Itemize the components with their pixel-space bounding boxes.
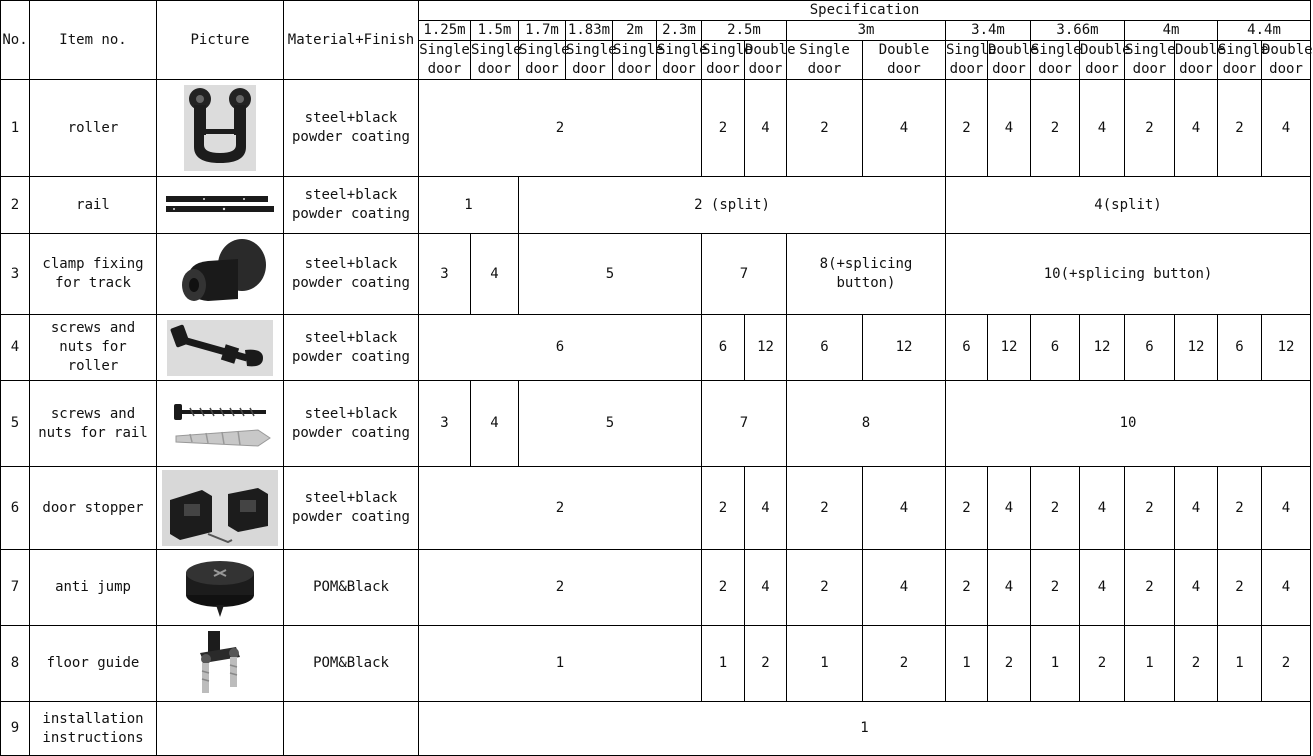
quantity-cell: 6	[419, 315, 702, 381]
quantity-cell: 1	[1218, 626, 1262, 702]
row-number: 5	[1, 381, 30, 467]
item-name: screws and nuts for rail	[30, 381, 157, 467]
picture-cell	[157, 80, 284, 177]
material-cell	[284, 702, 419, 756]
row-number: 6	[1, 467, 30, 550]
header-item-no: Item no.	[30, 1, 157, 80]
quantity-cell: 2	[419, 550, 702, 626]
door-type-header: Single door	[419, 41, 471, 80]
quantity-cell: 2	[419, 467, 702, 550]
quantity-cell: 4	[863, 550, 946, 626]
quantity-cell: 2	[1218, 467, 1262, 550]
quantity-cell: 2	[702, 550, 745, 626]
picture-cell	[157, 177, 284, 234]
quantity-cell: 4	[745, 80, 787, 177]
quantity-cell: 2	[1125, 80, 1175, 177]
clamp-icon	[168, 237, 272, 311]
quantity-cell: 4	[863, 80, 946, 177]
quantity-cell: 1	[787, 626, 863, 702]
header-no: No.	[1, 1, 30, 80]
quantity-cell: 12	[1262, 315, 1311, 381]
table-row	[1, 626, 1311, 702]
quantity-cell: 4	[471, 234, 519, 315]
quantity-cell: 1	[419, 702, 1311, 756]
door-type-header: Single door	[566, 41, 613, 80]
door-type-header: Single door	[657, 41, 702, 80]
quantity-cell: 2	[1031, 550, 1080, 626]
door-type-header: Single door	[946, 41, 988, 80]
material-cell: steel+black powder coating	[284, 315, 419, 381]
picture-cell	[157, 381, 284, 467]
quantity-cell: 2	[1031, 80, 1080, 177]
door-type-header: Single door	[1125, 41, 1175, 80]
floor-guide-icon	[192, 629, 248, 699]
quantity-cell: 2	[787, 80, 863, 177]
door-type-header: Double door	[863, 41, 946, 80]
picture-cell	[157, 702, 284, 756]
size-header: 1.5m	[471, 21, 519, 41]
header-picture: Picture	[157, 1, 284, 80]
bolt-nut-icon	[167, 320, 273, 376]
quantity-cell: 10	[946, 381, 1311, 467]
rail-icon	[164, 193, 276, 217]
quantity-cell: 4	[988, 467, 1031, 550]
quantity-cell: 1	[419, 626, 702, 702]
table-row	[1, 315, 1311, 381]
table-row	[1, 550, 1311, 626]
size-header: 4.4m	[1218, 21, 1311, 41]
item-name: roller	[30, 80, 157, 177]
quantity-cell: 2	[1175, 626, 1218, 702]
item-name: installation instructions	[30, 702, 157, 756]
quantity-cell: 4	[1175, 80, 1218, 177]
quantity-cell: 1	[702, 626, 745, 702]
size-header: 2.3m	[657, 21, 702, 41]
door-type-header: Single door	[1031, 41, 1080, 80]
quantity-cell: 2 (split)	[519, 177, 946, 234]
item-name: screws and nuts for roller	[30, 315, 157, 381]
size-header: 1.25m	[419, 21, 471, 41]
material-cell: steel+black powder coating	[284, 177, 419, 234]
quantity-cell: 6	[787, 315, 863, 381]
size-header: 3.66m	[1031, 21, 1125, 41]
quantity-cell: 2	[702, 80, 745, 177]
material-cell: steel+black powder coating	[284, 467, 419, 550]
quantity-cell: 12	[863, 315, 946, 381]
quantity-cell: 2	[946, 467, 988, 550]
door-type-header: Single door	[613, 41, 657, 80]
quantity-cell: 4	[1262, 80, 1311, 177]
door-type-header: Single door	[702, 41, 745, 80]
door-type-header: Single door	[787, 41, 863, 80]
material-cell: steel+black powder coating	[284, 234, 419, 315]
quantity-cell: 8	[787, 381, 946, 467]
quantity-cell: 2	[745, 626, 787, 702]
quantity-cell: 4	[1080, 550, 1125, 626]
material-cell: POM&Black	[284, 626, 419, 702]
quantity-cell: 10(+splicing button)	[946, 234, 1311, 315]
quantity-cell: 4	[988, 550, 1031, 626]
quantity-cell: 4	[1175, 550, 1218, 626]
quantity-cell: 4	[988, 80, 1031, 177]
door-type-header: Double door	[745, 41, 787, 80]
header-material: Material+Finish	[284, 1, 419, 80]
table-row	[1, 467, 1311, 550]
item-name: anti jump	[30, 550, 157, 626]
table-row	[1, 177, 1311, 234]
quantity-cell: 12	[745, 315, 787, 381]
table-row	[1, 80, 1311, 177]
row-number: 8	[1, 626, 30, 702]
row-number: 3	[1, 234, 30, 315]
size-header: 1.7m	[519, 21, 566, 41]
quantity-cell: 4	[1080, 467, 1125, 550]
quantity-cell: 2	[1262, 626, 1311, 702]
picture-cell	[157, 315, 284, 381]
quantity-cell: 12	[988, 315, 1031, 381]
quantity-cell: 2	[946, 80, 988, 177]
row-number: 2	[1, 177, 30, 234]
quantity-cell: 2	[702, 467, 745, 550]
quantity-cell: 2	[787, 550, 863, 626]
quantity-cell: 2	[988, 626, 1031, 702]
picture-cell	[157, 467, 284, 550]
size-header: 3.4m	[946, 21, 1031, 41]
material-cell: steel+black powder coating	[284, 381, 419, 467]
door-type-header: Double door	[1262, 41, 1311, 80]
door-type-header: Single door	[519, 41, 566, 80]
size-header: 2m	[613, 21, 657, 41]
door-stopper-icon	[162, 470, 278, 546]
quantity-cell: 2	[946, 550, 988, 626]
quantity-cell: 7	[702, 381, 787, 467]
row-number: 9	[1, 702, 30, 756]
item-name: door stopper	[30, 467, 157, 550]
item-name: clamp fixing for track	[30, 234, 157, 315]
door-type-header: Double door	[1080, 41, 1125, 80]
quantity-cell: 7	[702, 234, 787, 315]
item-name: floor guide	[30, 626, 157, 702]
anti-jump-icon	[180, 555, 260, 621]
quantity-cell: 4	[745, 550, 787, 626]
quantity-cell: 2	[1031, 467, 1080, 550]
quantity-cell: 6	[1031, 315, 1080, 381]
quantity-cell: 2	[1125, 550, 1175, 626]
quantity-cell: 5	[519, 381, 702, 467]
door-type-header: Single door	[471, 41, 519, 80]
door-type-header: Single door	[1218, 41, 1262, 80]
quantity-cell: 1	[419, 177, 519, 234]
header-specification: Specification	[419, 1, 1311, 21]
quantity-cell: 1	[1031, 626, 1080, 702]
quantity-cell: 2	[419, 80, 702, 177]
table-row	[1, 381, 1311, 467]
quantity-cell: 4	[863, 467, 946, 550]
item-name: rail	[30, 177, 157, 234]
quantity-cell: 4	[471, 381, 519, 467]
quantity-cell: 3	[419, 381, 471, 467]
screw-anchor-icon	[166, 394, 274, 454]
quantity-cell: 2	[863, 626, 946, 702]
quantity-cell: 1	[946, 626, 988, 702]
quantity-cell: 4(split)	[946, 177, 1311, 234]
size-header: 2.5m	[702, 21, 787, 41]
quantity-cell: 2	[1080, 626, 1125, 702]
row-number: 4	[1, 315, 30, 381]
picture-cell	[157, 626, 284, 702]
quantity-cell: 12	[1175, 315, 1218, 381]
quantity-cell: 4	[1175, 467, 1218, 550]
quantity-cell: 3	[419, 234, 471, 315]
material-cell: POM&Black	[284, 550, 419, 626]
quantity-cell: 12	[1080, 315, 1125, 381]
quantity-cell: 4	[1262, 467, 1311, 550]
quantity-cell: 4	[745, 467, 787, 550]
quantity-cell: 5	[519, 234, 702, 315]
quantity-cell: 1	[1125, 626, 1175, 702]
quantity-cell: 6	[702, 315, 745, 381]
table-row	[1, 702, 1311, 756]
quantity-cell: 2	[787, 467, 863, 550]
quantity-cell: 2	[1218, 80, 1262, 177]
size-header: 1.83m	[566, 21, 613, 41]
picture-cell	[157, 550, 284, 626]
quantity-cell: 4	[1262, 550, 1311, 626]
quantity-cell: 4	[1080, 80, 1125, 177]
quantity-cell: 6	[1125, 315, 1175, 381]
quantity-cell: 6	[1218, 315, 1262, 381]
table-row	[1, 234, 1311, 315]
picture-cell	[157, 234, 284, 315]
row-number: 7	[1, 550, 30, 626]
material-cell: steel+black powder coating	[284, 80, 419, 177]
door-type-header: Double door	[988, 41, 1031, 80]
size-header: 4m	[1125, 21, 1218, 41]
row-number: 1	[1, 80, 30, 177]
quantity-cell: 2	[1218, 550, 1262, 626]
quantity-cell: 2	[1125, 467, 1175, 550]
roller-icon	[184, 85, 256, 171]
size-header: 3m	[787, 21, 946, 41]
door-type-header: Double door	[1175, 41, 1218, 80]
quantity-cell: 8(+splicing button)	[787, 234, 946, 315]
quantity-cell: 6	[946, 315, 988, 381]
